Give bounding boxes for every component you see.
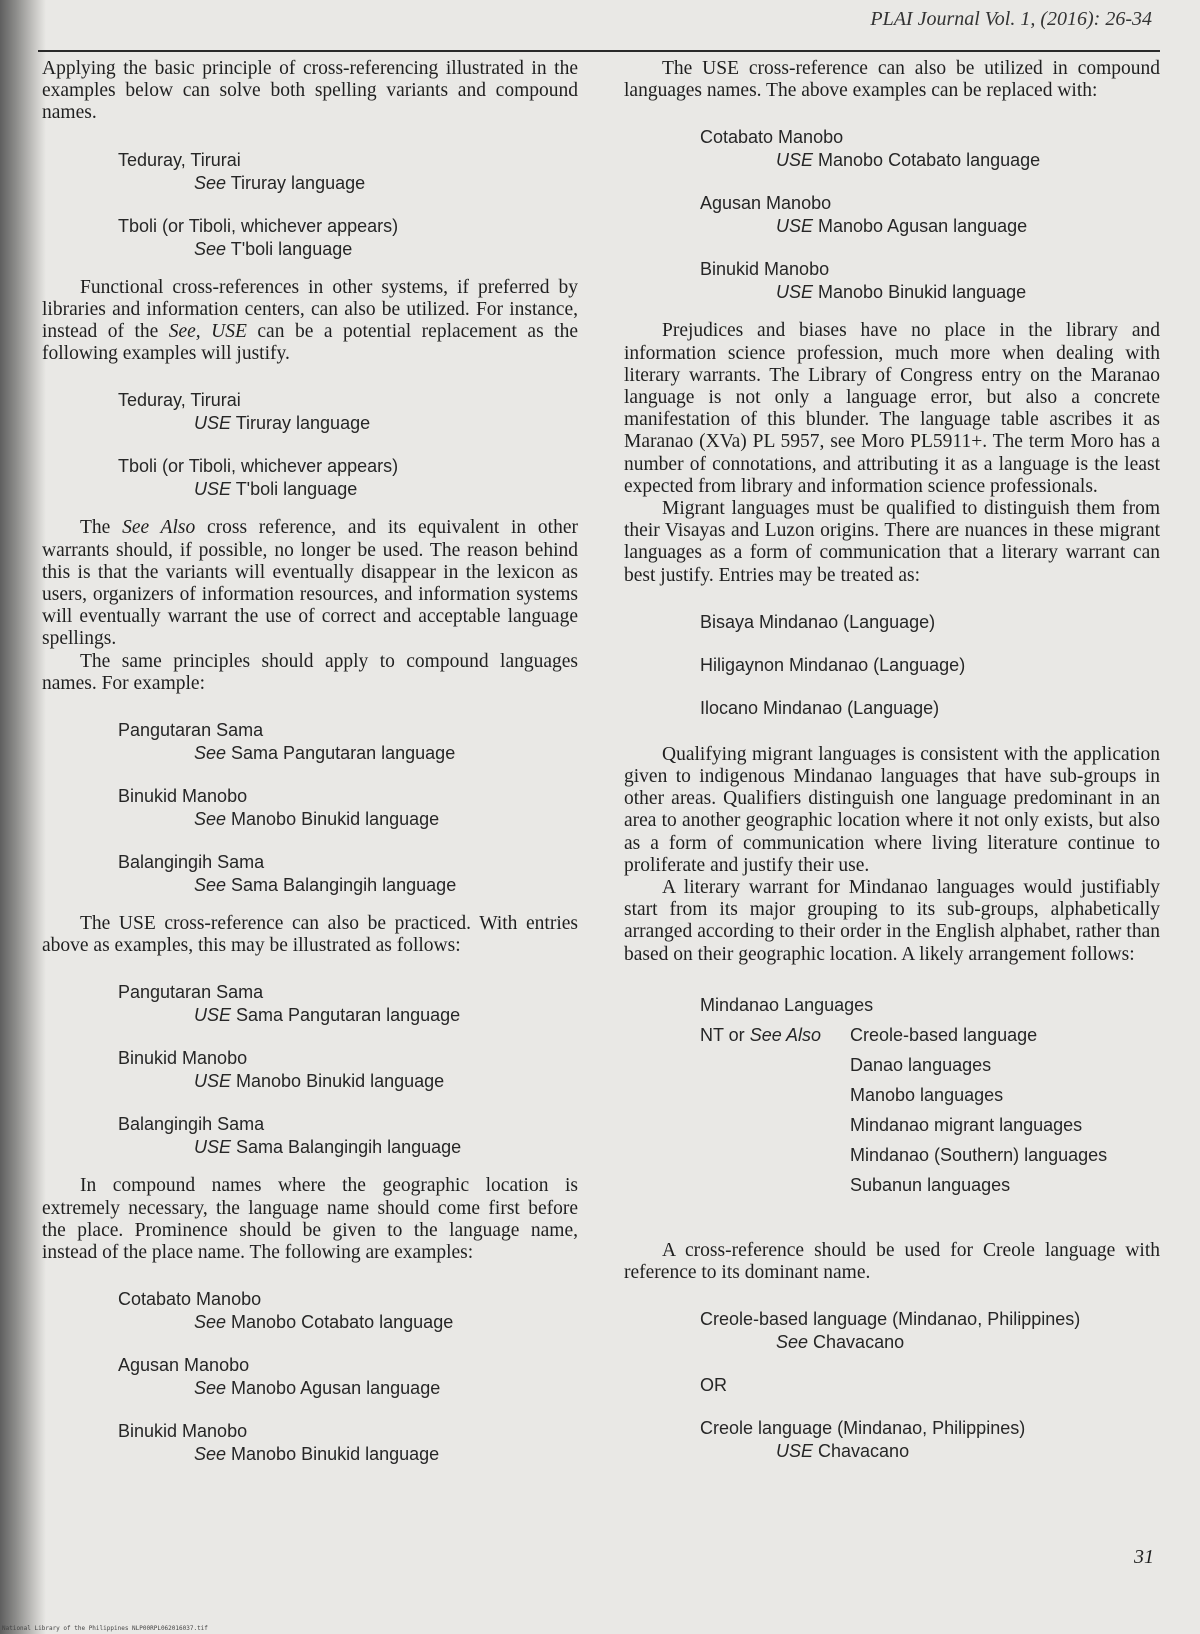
narrower-term-label: NT or See Also	[700, 1024, 822, 1045]
example-reference: See Manobo Agusan language	[194, 1378, 441, 1399]
narrower-term: Mindanao (Southern) languages	[850, 1144, 1108, 1165]
example-reference: USE T'boli language	[194, 479, 358, 500]
example-reference: See Tiruray language	[194, 172, 366, 193]
example-heading: Balangingih Sama	[118, 852, 265, 873]
example-reference: See Manobo Binukid language	[194, 1444, 440, 1465]
example-block	[42, 149, 578, 261]
journal-header: PLAI Journal Vol. 1, (2016): 26-34	[870, 8, 1152, 30]
example-heading: Balangingih Sama	[118, 1114, 265, 1135]
example-heading: Tboli (or Tiboli, whichever appears)	[118, 215, 399, 236]
paragraph: Prejudices and biases have no place in the library and information science profession, much more when dealing with literary warrants. The Library of Congress entry on the Maranao language is not only a language error, but also a concrete manifestation of this blunder. The language table ascribes it as Maranao (XVa) PL 5957, see Moro PL5911+. The term Moro has a number of connotations, and attributing it as a language is the least expected from library and information science professionals.	[624, 320, 1160, 497]
left-column	[42, 58, 578, 1466]
example-heading: Creole-based language (Mindanao, Philippines)	[700, 1309, 1081, 1330]
example-heading: Teduray, Tirurai	[118, 390, 241, 411]
example-block	[42, 981, 578, 1159]
example-reference: See Chavacano	[776, 1332, 905, 1353]
narrower-term: Danao languages	[850, 1054, 992, 1075]
narrower-term: Creole-based language	[850, 1024, 1038, 1045]
paragraph: In compound names where the geographic location is extremely necessary, the language name should come first before the place. Prominence should be given to the language name, instead of the place name. The following are examples:	[42, 1175, 578, 1264]
migrant-language-entry: Hiligaynon Mindanao (Language)	[700, 654, 966, 675]
mindanao-language-hierarchy	[624, 990, 1160, 1200]
example-block	[42, 389, 578, 501]
narrower-term: Mindanao migrant languages	[850, 1114, 1083, 1135]
paragraph: The same principles should apply to compound languages names. For example:	[42, 650, 578, 694]
paragraph: The USE cross-reference can also be practiced. With entries above as examples, this may be illustrated as follows:	[42, 913, 578, 957]
hierarchy-heading: Mindanao Languages	[700, 994, 874, 1015]
paragraph: Applying the basic principle of cross-referencing illustrated in the examples below can solve both spelling variants and compound names.	[42, 58, 578, 124]
example-heading: Cotabato Manobo	[118, 1289, 262, 1310]
example-reference: USE Manobo Cotabato language	[776, 150, 1041, 171]
example-heading: Cotabato Manobo	[700, 127, 844, 148]
paragraph: The See Also cross reference, and its equivalent in other warrants should, if possible, no longer be used. The reason behind this is that the variants will eventually disappear in the lexicon as users, organizers of information resources, and information systems will eventually warrant the use of correct and acceptable language spellings.	[42, 517, 578, 650]
example-reference: USE Tiruray language	[194, 413, 371, 434]
page-number: 31	[1134, 1546, 1154, 1568]
example-heading: Creole language (Mindanao, Philippines)	[700, 1418, 1026, 1439]
scan-edge-shadow	[0, 0, 46, 1634]
example-heading: Binukid Manobo	[118, 1048, 248, 1069]
header-rule	[38, 50, 1160, 52]
example-reference: See Sama Pangutaran language	[194, 743, 456, 764]
example-block	[42, 719, 578, 897]
example-heading: Binukid Manobo	[118, 786, 248, 807]
example-heading: Binukid Manobo	[118, 1421, 248, 1442]
example-reference: See T'boli language	[194, 238, 353, 259]
example-reference: USE Chavacano	[776, 1441, 910, 1462]
example-reference: See Manobo Binukid language	[194, 809, 440, 830]
example-reference: USE Manobo Binukid language	[776, 282, 1027, 303]
example-reference: USE Sama Balangingih language	[194, 1137, 462, 1158]
example-heading: Pangutaran Sama	[118, 720, 264, 741]
example-heading: Pangutaran Sama	[118, 982, 264, 1003]
migrant-language-entry: Bisaya Mindanao (Language)	[700, 611, 936, 632]
scan-footer: National Library of the Philippines NLP00RPL062016037.tif	[2, 1625, 208, 1632]
example-heading: Agusan Manobo	[700, 193, 832, 214]
paragraph: A cross-reference should be used for Creole language with reference to its dominant name.	[624, 1239, 1160, 1284]
narrower-term: Manobo languages	[850, 1084, 1004, 1105]
example-heading: Tboli (or Tiboli, whichever appears)	[118, 456, 399, 477]
example-heading: Teduray, Tirurai	[118, 149, 241, 170]
example-reference: See Manobo Cotabato language	[194, 1312, 454, 1333]
migrant-language-entry: Ilocano Mindanao (Language)	[700, 697, 940, 718]
migrant-language-list	[624, 611, 1160, 720]
example-reference: USE Sama Pangutaran language	[194, 1005, 461, 1026]
right-column	[624, 58, 1160, 1463]
example-heading: Agusan Manobo	[118, 1355, 250, 1376]
example-block	[42, 1288, 578, 1466]
paragraph: Qualifying migrant languages is consistent with the application given to indigenous Mindanao languages that have sub-groups in other areas. Qualifiers distinguish one language predominant in an area to another geographic location where it not only exists, but also as a form of communication where living literature continue to proliferate and justify their use.	[624, 743, 1160, 876]
example-heading: Binukid Manobo	[700, 259, 830, 280]
creole-examples	[624, 1308, 1160, 1463]
example-reference: USE Manobo Binukid language	[194, 1071, 445, 1092]
example-reference: See Sama Balangingih language	[194, 875, 457, 896]
narrower-term: Subanun languages	[850, 1174, 1011, 1195]
or-separator: OR	[700, 1375, 727, 1396]
example-block	[624, 126, 1160, 304]
paragraph: Functional cross-references in other systems, if preferred by libraries and information centers, can also be utilized. For instance, instead of the See, USE can be a potential replacement as the following examples will justify.	[42, 276, 578, 365]
example-reference: USE Manobo Agusan language	[776, 216, 1028, 237]
paragraph: The USE cross-reference can also be utilized in compound languages names. The above examples can be replaced with:	[624, 58, 1160, 102]
paragraph: Migrant languages must be qualified to distinguish them from their Visayas and Luzon origins. There are nuances in these migrant languages as a form of communication that a literary warrant can best justify. Entries may be treated as:	[624, 498, 1160, 586]
paragraph: A literary warrant for Mindanao languages would justifiably start from its major grouping to its sub-groups, alphabetically arranged according to their order in the English alphabet, rather than based on their geographic location. A likely arrangement follows:	[624, 877, 1160, 965]
